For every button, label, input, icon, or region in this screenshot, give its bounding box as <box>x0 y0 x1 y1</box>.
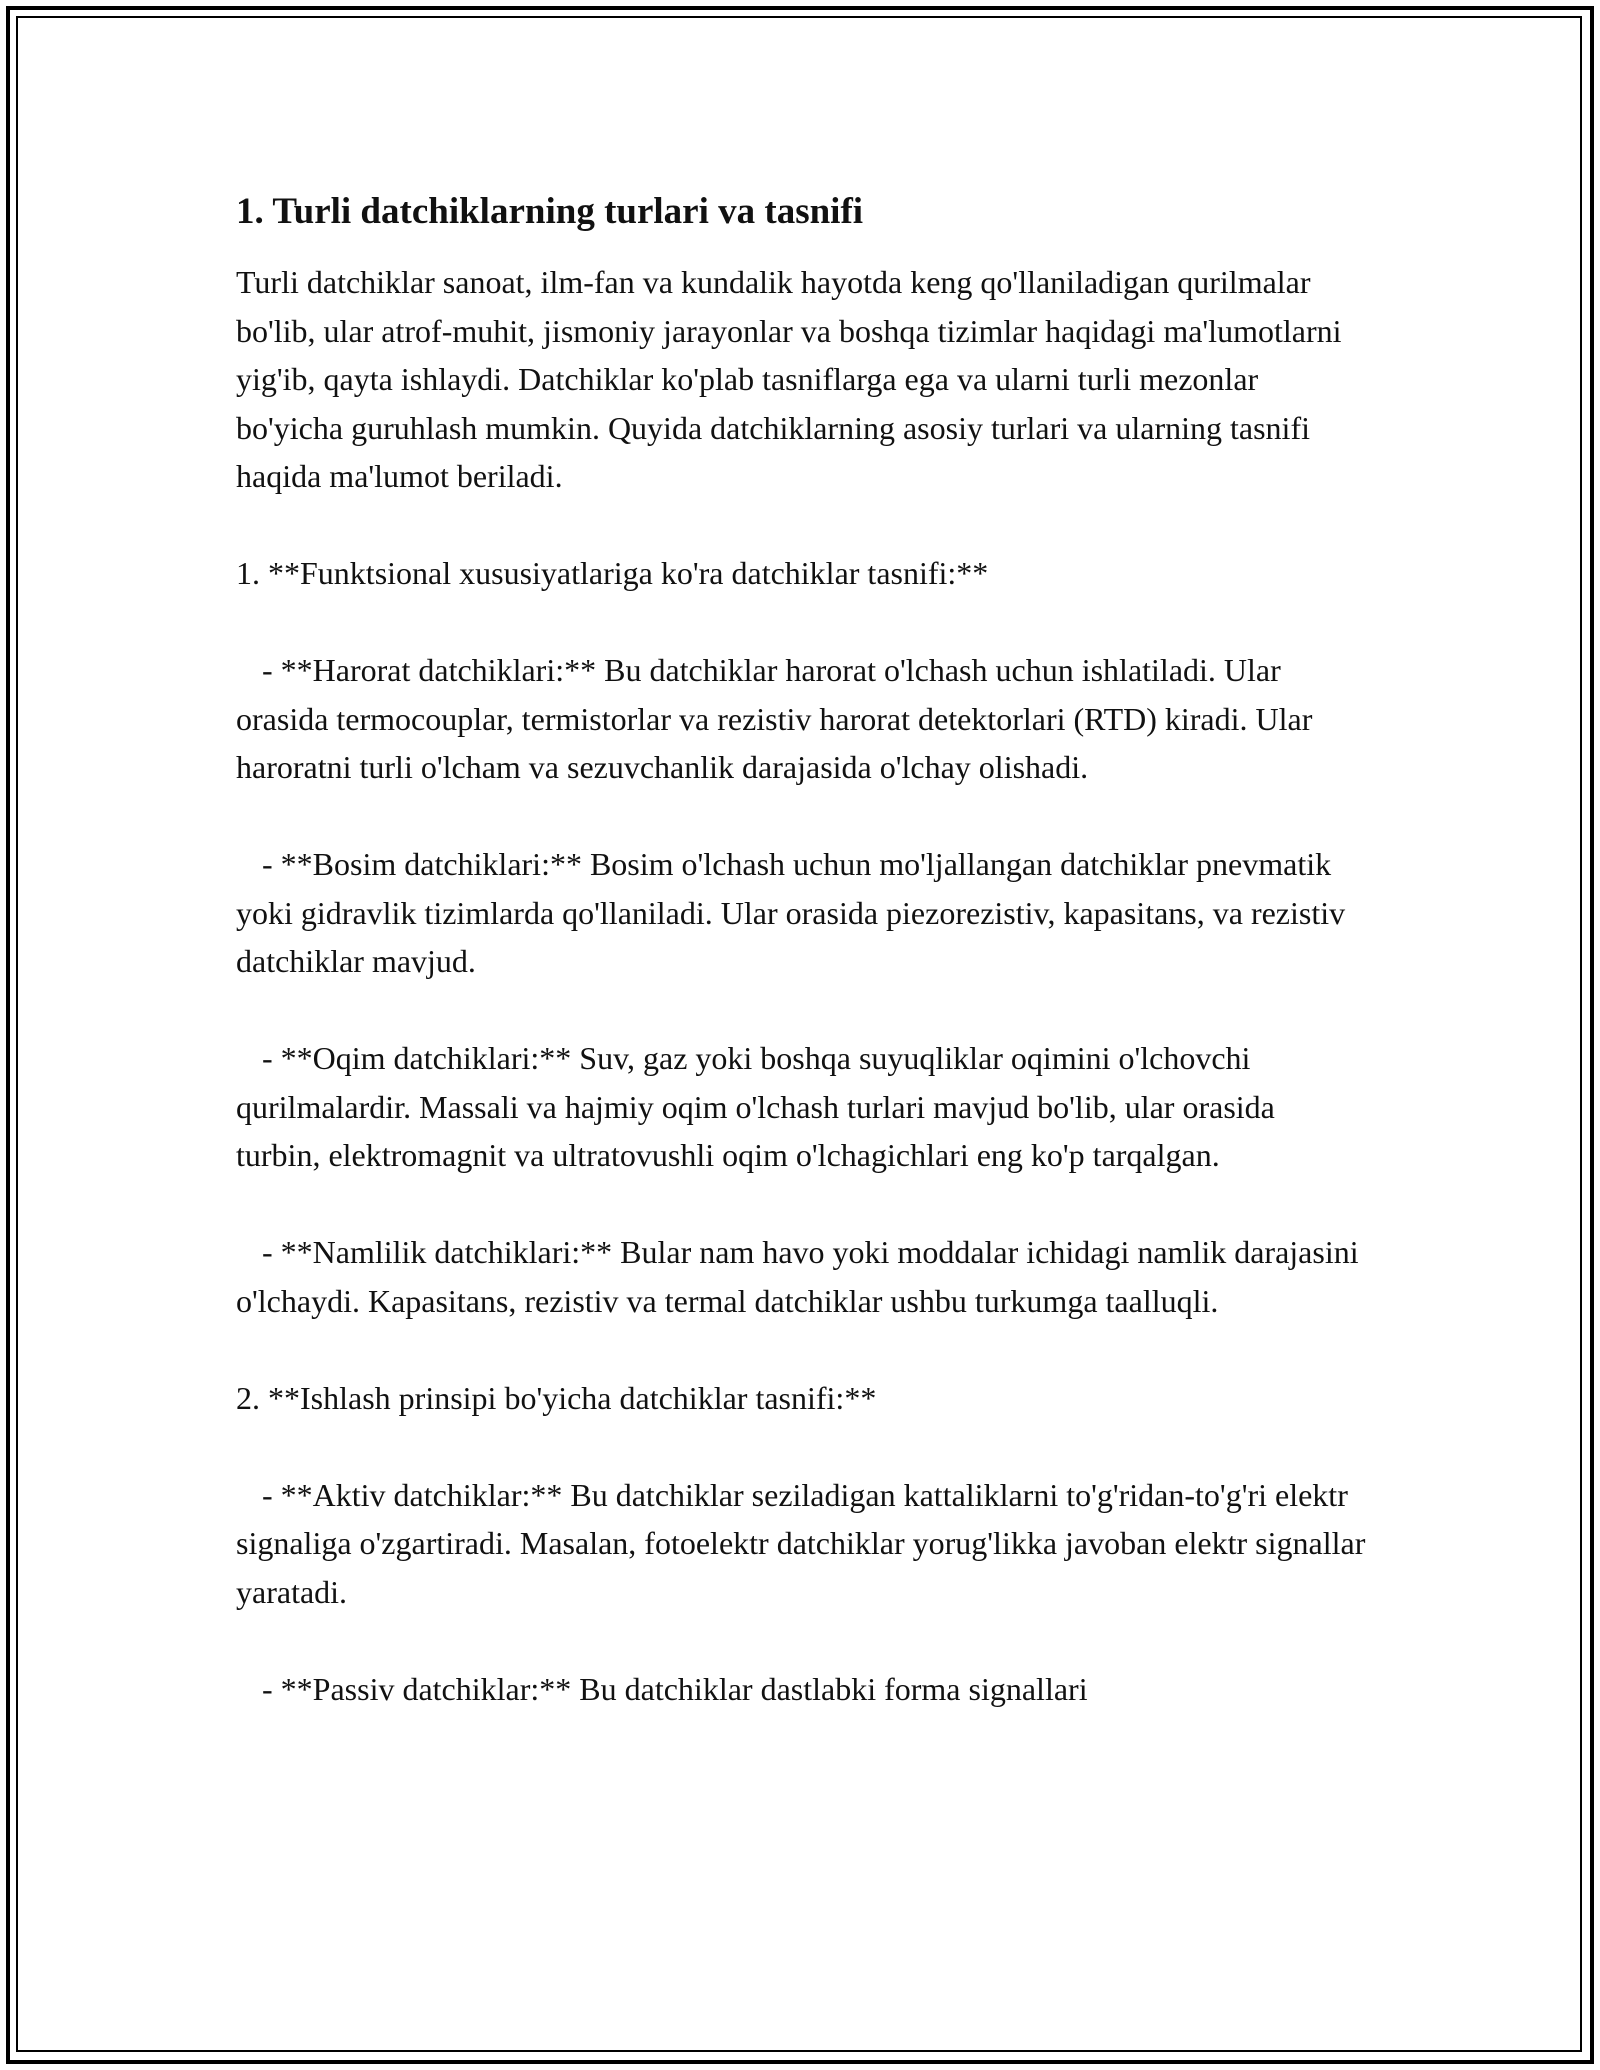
paragraph-text: - **Oqim datchiklari:** Suv, gaz yoki boshqa suyuqliklar oqimini o'lchovchi qurilmalardir. Massali va hajmiy oqim o'lchash turlari mavjud bo'lib, ular orasida turbin, elektromagnit va ultratovushli oqim o'lchagichlari eng ko'p tarqalgan. <box>236 1040 1283 1173</box>
paragraph-text: - **Passiv datchiklar:** Bu datchiklar dastlabki forma signallari <box>262 1670 1088 1707</box>
list-heading-functional <box>236 549 1366 598</box>
paragraph-text: 1. **Funktsional xususiyatlariga ko'ra datchiklar tasnifi:** <box>236 555 989 591</box>
list-item-humidity <box>236 1228 1366 1325</box>
list-item-passive <box>236 1665 1366 1714</box>
list-item-temperature <box>236 646 1366 792</box>
paragraph-text: - **Harorat datchiklari:** Bu datchiklar harorat o'lchash uchun ishlatiladi. Ular orasida termocouplar, termistorlar va rezistiv harorat detektorlari (RTD) kiradi. Ular haroratni turli o'lcham va sezuvchanlik darajasida o'lchay olishadi. <box>236 652 1321 785</box>
paragraph-text: - **Aktiv datchiklar:** Bu datchiklar seziladigan kattaliklarni to'g'ridan-to'g'ri elektr signaliga o'zgartiradi. Masalan, fotoelektr datchiklar yorug'likka javoban elektr signallar yaratadi. <box>236 1476 1374 1610</box>
paragraph-text: Turli datchiklar sanoat, ilm-fan va kundalik hayotda keng qo'llaniladigan qurilmalar bo'lib, ular atrof-muhit, jismoniy jarayonlar va boshqa tizimlar haqidagi ma'lumotlarni yig'ib, qayta ishlaydi. Datchiklar ko'plab tasniflarga ega va ularni turli mezonlar bo'yicha guruhlash mumkin. Quyida datchiklarning asosiy turlari va ularning tasnifi haqida ma'lumot beriladi. <box>236 264 1350 494</box>
intro-paragraph <box>236 258 1366 501</box>
document-body <box>236 188 1374 1762</box>
paragraph-text: - **Namlilik datchiklari:** Bular nam havo yoki moddalar ichidagi namlik darajasini o'lchaydi. Kapasitans, rezistiv va termal datchiklar ushbu turkumga taalluqli. <box>236 1234 1367 1319</box>
section-heading: 1. Turli datchiklarning turlari va tasnifi <box>236 191 864 232</box>
paragraph-text: 2. **Ishlash prinsipi bo'yicha datchiklar tasnifi:** <box>236 1379 877 1416</box>
list-heading-principle <box>236 1374 1366 1423</box>
list-item-pressure <box>236 840 1366 986</box>
list-item-active <box>236 1471 1374 1617</box>
paragraph-text: - **Bosim datchiklari:** Bosim o'lchash uchun mo'ljallangan datchiklar pnevmatik yoki gidravlik tizimlarda qo'llaniladi. Ular orasida piezorezistiv, kapasitans, va rezistiv datchiklar mavjud. <box>236 846 1354 979</box>
list-item-flow <box>236 1034 1366 1180</box>
